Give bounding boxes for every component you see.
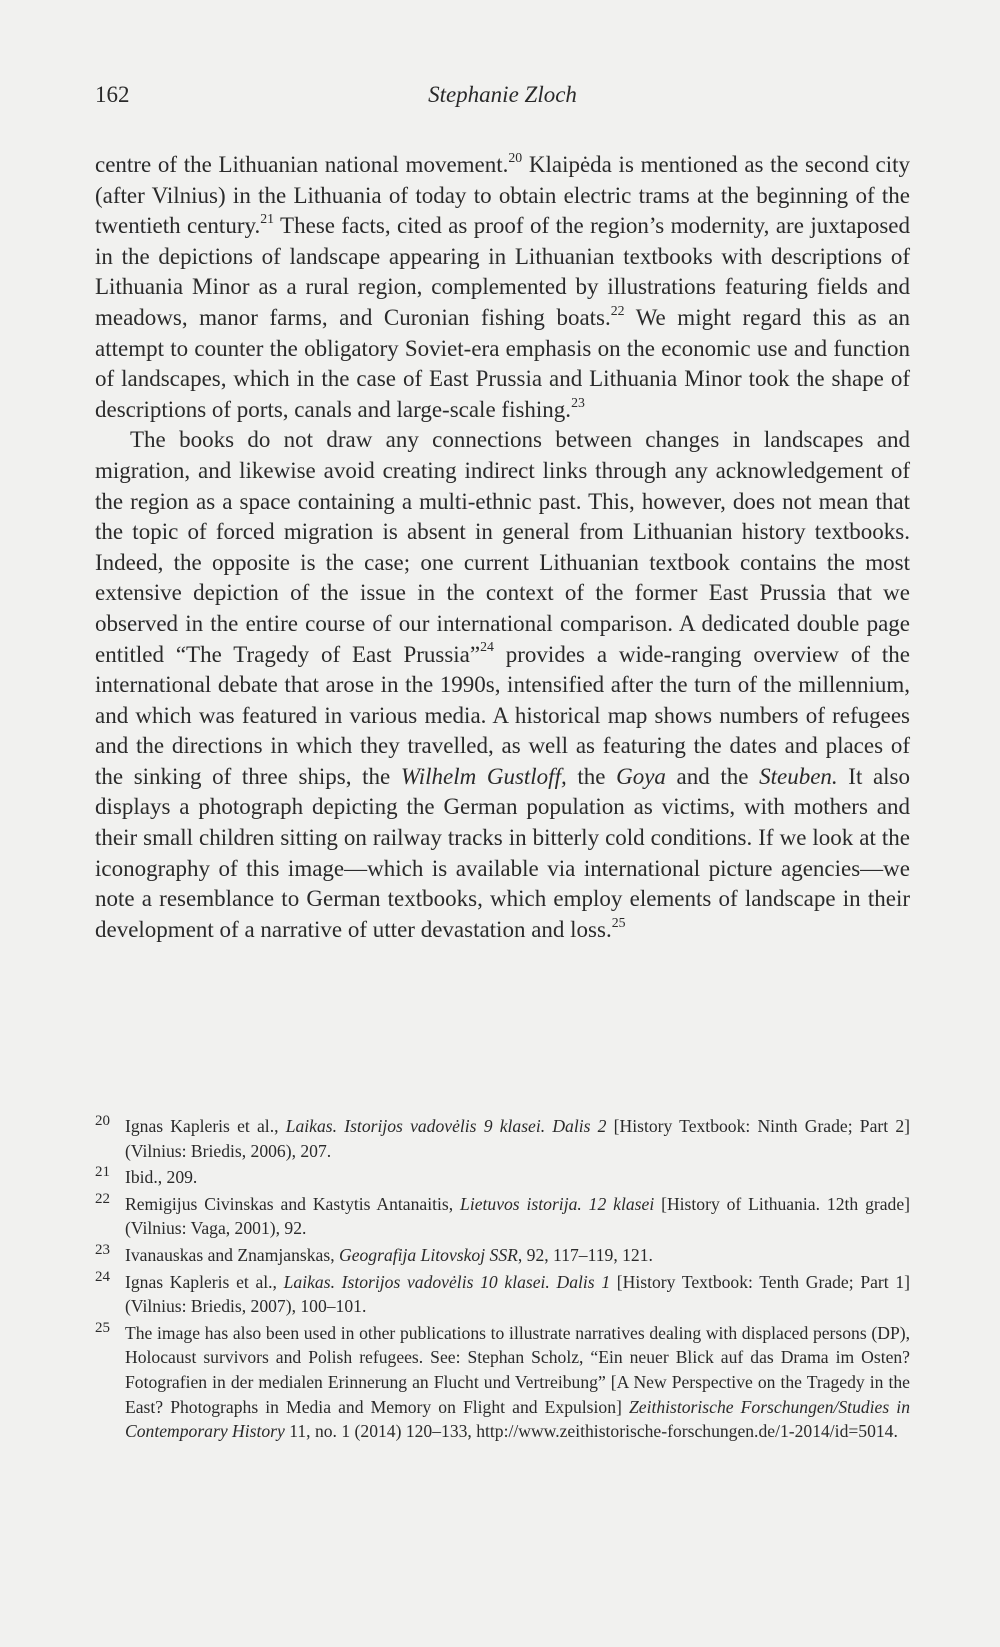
page-header <box>95 82 910 116</box>
footnote-title: Laikas. Istorijos vadovėlis 10 klasei. Dalis 1 <box>283 1271 611 1292</box>
footnote-text: [History Textbook: Ninth Grade; Part 2] (Vilnius: Briedis, 2006), 207. <box>125 1116 911 1161</box>
footnote-number: 22 <box>95 1190 110 1207</box>
footnote-text: Ivanauskas and Znamjanskas, <box>125 1244 339 1265</box>
text-run: The books do not draw any connections between changes in landscapes and migration, and likewise avoid creating indirect links through any acknowledgement of the region as a space containing a multi-ethnic past. This, however, does not mean that the topic of forced migration is absent in general from Lithuanian history textbooks. Indeed, the opposite is the case; one current Lithuanian textbook contains the most extensive depiction of the issue in the context of the former East Prussia that we observed in the entire course of our international comparison. A dedicated double page entitled “The Tragedy of East Prussia” <box>95 427 910 667</box>
page-number: 162 <box>95 82 130 107</box>
footnote-ref: 23 <box>571 394 585 410</box>
footnote-ref: 20 <box>508 149 523 165</box>
footnote-number: 24 <box>95 1268 110 1285</box>
footnote <box>95 1243 910 1268</box>
footnote-text: Ignas Kapleris et al., <box>125 1116 286 1136</box>
footnote-text: , 92, 117–119, 121. <box>517 1244 653 1265</box>
footnote-title: Geografija Litovskoj SSR <box>339 1244 518 1265</box>
footnote-number: 25 <box>95 1319 110 1336</box>
footnote-title: Lietuvos istorija. 12 klasei <box>460 1193 655 1214</box>
main-text <box>95 150 910 945</box>
footnote-number: 23 <box>95 1241 110 1258</box>
text-run: provides a wide-ranging overview of the international debate that arose in the 1990s, intensified after the turn of the millennium, and which was featured in various media. A historical map shows numbers of refugees and the directions in which they travelled, as well as featuring the dates and places of the sinking of three ships, the <box>95 641 910 789</box>
text-run: the <box>566 763 617 789</box>
footnote-title: Laikas. Istorijos vadovėlis 9 klasei. Dalis 2 <box>285 1116 607 1136</box>
footnote-text: [History of Lithuania. 12th grade] (Vilnius: Vaga, 2001), 92. <box>125 1193 910 1239</box>
footnote-text: Ibid., 209. <box>125 1167 198 1188</box>
text-run: These facts, cited as proof of the region’s modernity, are juxtaposed in the depictions of landscape appearing in Lithuanian textbooks with descriptions of Lithuania Minor as a rural region, complemented by illustrations featuring fields and meadows, manor farms, and Curonian fishing boats. <box>95 213 911 330</box>
footnote-ref: 24 <box>480 639 494 655</box>
footnote-text: Ignas Kapleris et al., <box>125 1271 284 1292</box>
footnote <box>95 1270 910 1319</box>
ship-name: Wilhelm Gustloff, <box>400 763 567 789</box>
footnote <box>95 1165 910 1190</box>
footnote <box>95 1192 910 1241</box>
text-run: centre of the Lithuanian national movement. <box>95 152 509 177</box>
footnote-ref: 25 <box>611 914 626 930</box>
paragraph-1 <box>95 150 910 425</box>
text-run: Klaipėda is mentioned as the second city (after Vilnius) in the Lithuania of today to obtain electric trams at the beginning of the twentieth century. <box>95 152 910 239</box>
text-run: It also displays a photograph depicting the German population as victims, with mothers and their small children sitting on railway tracks in bitterly cold conditions. If we look at the iconography of this image—which is available via international picture agencies—we note a resemblance to German textbooks, which employ elements of landscape in their development of a narrative of utter devastation and loss. <box>95 763 911 942</box>
ship-name: Steuben. <box>759 763 838 789</box>
text-run: We might regard this as an attempt to counter the obligatory Soviet-era emphasis on the economic use and function of landscapes, which in the case of East Prussia and Lithuania Minor took the shape of descriptions of ports, canals and large-scale fishing. <box>95 304 910 422</box>
paragraph-2 <box>95 425 910 945</box>
footnote-text: Remigijus Civinskas and Kastytis Antanaitis, <box>125 1193 461 1214</box>
footnote-number: 21 <box>95 1164 110 1181</box>
footnote-ref: 22 <box>610 302 625 318</box>
footnote <box>95 1321 910 1444</box>
footnotes <box>95 1114 910 1446</box>
footnote-text: The image has also been used in other publications to illustrate narratives dealing with displaced persons (DP), Holocaust survivors and Polish refugees. See: Stephan Scholz, “Ein neuer Blick auf das Drama im Osten? Fotografien in der medialen Erinnerung an Flucht und Vertreibung” [A New Perspective on the Tragedy in the East? Photographs in Media and Memory on Flight and Expulsion] <box>125 1322 910 1417</box>
footnote-text: [History Textbook: Tenth Grade; Part 1] (Vilnius: Briedis, 2007), 100–101. <box>125 1271 910 1317</box>
text-run: and the <box>665 763 760 789</box>
footnote-number: 20 <box>95 1113 110 1129</box>
footnote <box>95 1114 910 1163</box>
ship-name: Goya <box>616 763 666 789</box>
footnote-ref: 21 <box>260 211 275 227</box>
running-head: Stephanie Zloch <box>428 82 577 107</box>
footnote-title: Zeithistorische Forschungen/Studies in Contemporary History <box>125 1396 910 1442</box>
footnote-text: 11, no. 1 (2014) 120–133, http://www.zeithistorische-forschungen.de/1-2014/id=5014. <box>284 1421 898 1442</box>
